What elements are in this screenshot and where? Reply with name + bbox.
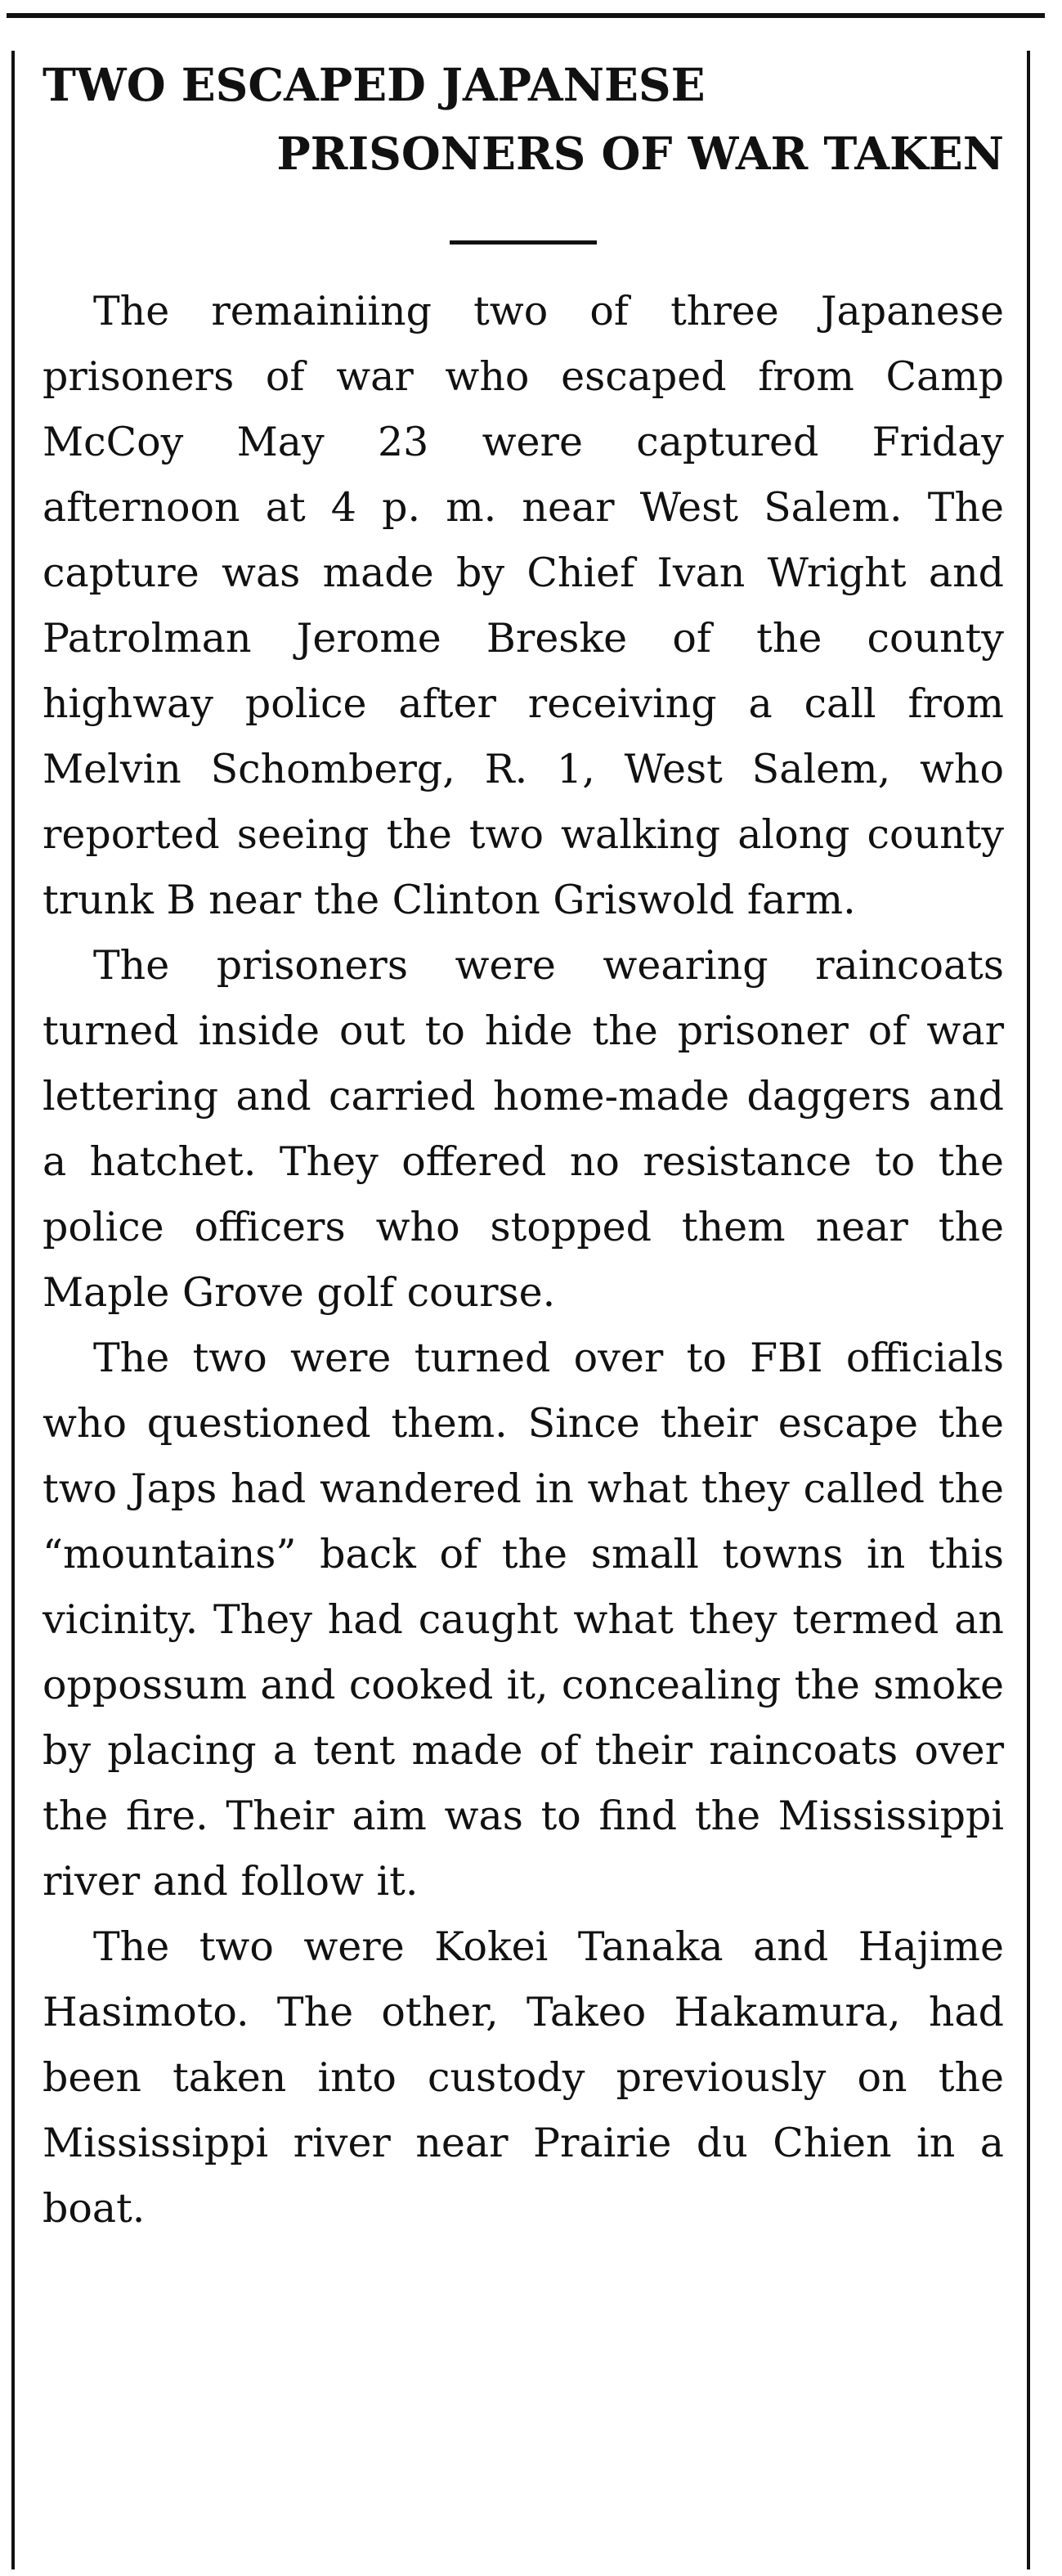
article-headline xyxy=(43,51,1004,188)
article-paragraph-3: The two were turned over to FBI officials who questioned them. Since their escape the two Japs had wandered in what they called the “mountains” back of the small towns in this vicinity. They had caught what they termed an oppossum and cooked it, concealing the smoke by placing a tent made of their raincoats over the fire. Their aim was to find the Mississippi river and follow it. xyxy=(43,1335,1004,1905)
article-paragraph-2: The prisoners were wearing raincoats turned inside out to hide the prisoner of war lettering and carried home-made daggers and a hatchet. They offered no resistance to the police officers who stopped them near the Maple Grove golf course. xyxy=(43,942,1004,1316)
right-column-rule xyxy=(1027,51,1030,2569)
headline-line-2: PRISONERS OF WAR TAKEN xyxy=(276,127,1004,180)
article-paragraph-4: The two were Kokei Tanaka and Hajime Hasimoto. The other, Takeo Hakamura, had been taken into custody previously on the Mississippi river near Prairie du Chien in a boat. xyxy=(43,1923,1004,2232)
top-column-rule xyxy=(7,13,1045,18)
news-article xyxy=(43,51,1004,2242)
left-column-rule xyxy=(11,51,15,2569)
headline-divider xyxy=(450,240,597,245)
article-paragraph-1: The remainiing two of three Japanese prisoners of war who escaped from Camp McCoy May 23 were captured Friday afternoon at 4 p. m. near West Salem. The capture was made by Chief Ivan Wright and Patrolman Jerome Breske of the county highway police after receiving a call from Melvin Schomberg, R. 1, West Salem, who reported seeing the two walking along county trunk B near the Clinton Griswold farm. xyxy=(43,288,1004,923)
headline-line-1: TWO ESCAPED JAPANESE xyxy=(43,58,706,111)
article-body xyxy=(43,279,1004,2242)
